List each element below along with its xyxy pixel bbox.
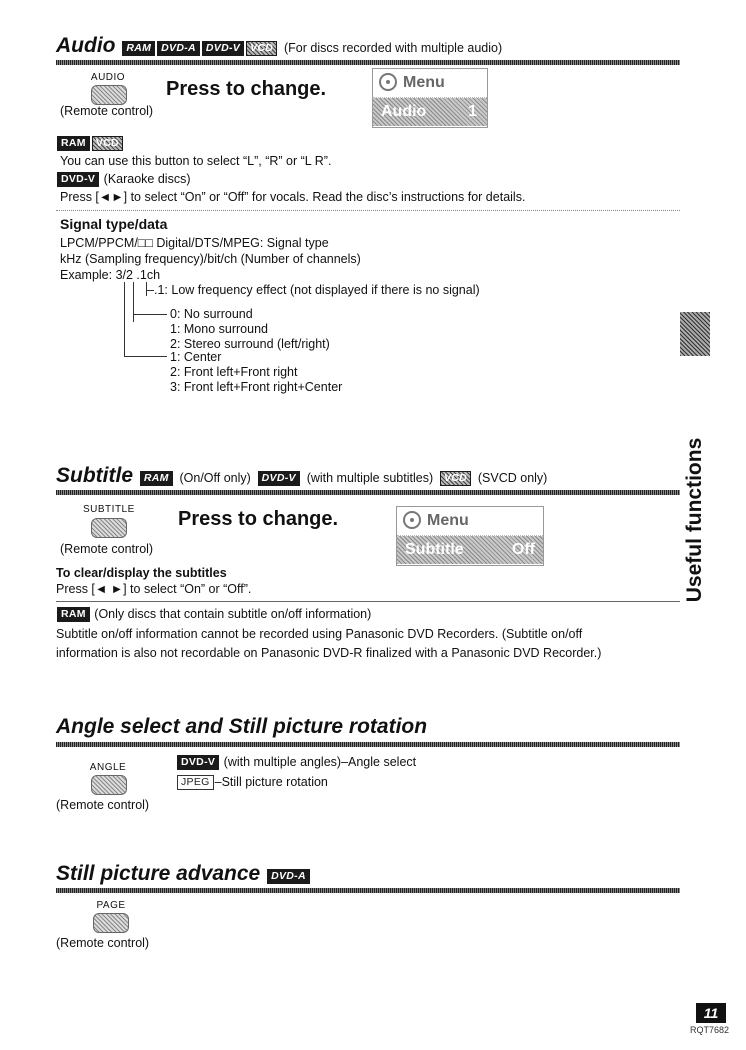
- audio-osd: [372, 68, 488, 128]
- signal-rear-2: 2: Stereo surround (left/right): [170, 337, 330, 351]
- still-section-title: [56, 862, 311, 886]
- audio-line-1: You can use this button to select “L”, “R” or “L R”.: [60, 154, 332, 168]
- document-code: RQT7682: [690, 1025, 730, 1035]
- angle-section-title: Angle select and Still picture rotation: [56, 715, 428, 738]
- audio-note: (For discs recorded with multiple audio): [283, 41, 503, 55]
- signal-line-1: LPCM/PPCM/□□ Digital/DTS/MPEG: Signal type: [60, 236, 329, 250]
- signal-front-2: 3: Front left+Front right+Center: [170, 380, 343, 394]
- side-tab-marker: [680, 312, 710, 356]
- front-hline: [124, 356, 167, 357]
- osd-audio-number: 1: [468, 103, 477, 120]
- dvdv-badge: DVD-V: [177, 755, 219, 770]
- audio-ram-vcd-badges: [56, 134, 124, 152]
- ram-badge: RAM: [57, 136, 90, 151]
- audio-remote-caption: (Remote control): [60, 104, 154, 118]
- signal-heading: Signal type/data: [60, 216, 168, 232]
- osd-audio-label: Audio: [381, 103, 427, 120]
- osd-audio-bar: [373, 98, 487, 126]
- still-title: Still picture advance: [56, 862, 261, 885]
- jpeg-badge: JPEG: [177, 775, 214, 790]
- angle-rule: [56, 742, 680, 747]
- dvdv-badge: DVD-V: [202, 41, 244, 56]
- audio-section-title: [56, 34, 502, 60]
- subtitle-note-1-text: (Only discs that contain subtitle on/off information): [94, 607, 372, 621]
- subtitle-section-title: [56, 464, 547, 490]
- dvda-badge: DVD-A: [267, 869, 310, 884]
- angle-button-label: ANGLE: [89, 762, 127, 773]
- subtitle-title: Subtitle: [56, 464, 133, 487]
- rear-hline: [133, 314, 167, 315]
- page-number: 11: [696, 1003, 726, 1023]
- audio-remote-button: [91, 85, 127, 105]
- side-section-label: Useful functions: [683, 437, 706, 603]
- ram-badge: RAM: [140, 471, 173, 486]
- lfe-hline: [146, 290, 154, 291]
- osd-subtitle-bar: [397, 536, 543, 564]
- subtitle-vcd-note: (SVCD only): [477, 471, 548, 485]
- lfe-line: [146, 282, 147, 296]
- audio-karaoke-line: [56, 172, 191, 187]
- subtitle-button-label: SUBTITLE: [83, 504, 135, 515]
- angle-line-1-text: (with multiple angles)–Angle select: [223, 755, 417, 769]
- dvda-badge: DVD-A: [157, 41, 200, 56]
- angle-line-2: [176, 775, 328, 790]
- subtitle-rule: [56, 490, 680, 495]
- disc-icon: [379, 73, 397, 91]
- subtitle-thin-rule: [56, 601, 680, 602]
- ram-badge: RAM: [122, 41, 155, 56]
- dvdv-badge: DVD-V: [258, 471, 300, 486]
- still-rule: [56, 888, 680, 893]
- subtitle-note-2: Subtitle on/off information cannot be recorded using Panasonic DVD Recorders. (Subtitle on/off: [56, 627, 583, 641]
- still-remote-caption: (Remote control): [56, 936, 150, 950]
- signal-front-1: 2: Front left+Front right: [170, 365, 298, 379]
- osd-menu-label: Menu: [427, 512, 469, 529]
- disc-icon: [403, 511, 421, 529]
- angle-remote-caption: (Remote control): [56, 798, 150, 812]
- angle-line-1: [176, 755, 416, 770]
- vcd-badge: VCD: [246, 41, 277, 56]
- subtitle-note-3: information is also not recordable on Panasonic DVD-R finalized with a Panasonic DVD Recorder.): [56, 646, 602, 660]
- ram-badge: RAM: [57, 607, 90, 622]
- subtitle-dvdv-note: (with multiple subtitles): [306, 471, 434, 485]
- page-remote-button: [93, 913, 129, 933]
- audio-line-2: Press [◄►] to select “On” or “Off” for vocals. Read the disc’s instructions for details.: [60, 190, 526, 204]
- subtitle-note-1: [56, 607, 371, 622]
- signal-example: Example: 3/2 .1ch: [60, 268, 161, 282]
- audio-press-to-change: Press to change.: [166, 78, 327, 100]
- vcd-badge: VCD: [440, 471, 471, 486]
- page-button-label: PAGE: [96, 900, 126, 911]
- signal-line-2: kHz (Sampling frequency)/bit/ch (Number of channels): [60, 252, 361, 266]
- subtitle-clear-heading: To clear/display the subtitles: [56, 566, 227, 580]
- angle-line-2-text: –Still picture rotation: [214, 775, 328, 789]
- signal-rear-0: 0: No surround: [170, 307, 253, 321]
- subtitle-ram-note: (On/Off only): [179, 471, 251, 485]
- subtitle-remote-button: [91, 518, 127, 538]
- audio-rule: [56, 60, 680, 65]
- osd-menu-label: Menu: [403, 74, 445, 91]
- karaoke-text: (Karaoke discs): [103, 172, 191, 186]
- subtitle-press-to-change: Press to change.: [178, 508, 339, 530]
- dvdv-badge: DVD-V: [57, 172, 99, 187]
- subtitle-osd: [396, 506, 544, 566]
- rear-line: [133, 282, 134, 322]
- audio-dotted-rule: [56, 210, 680, 211]
- audio-button-label: AUDIO: [90, 72, 126, 83]
- signal-rear-1: 1: Mono surround: [170, 322, 268, 336]
- signal-front-0: 1: Center: [170, 350, 222, 364]
- subtitle-remote-caption: (Remote control): [60, 542, 154, 556]
- audio-title: Audio: [56, 34, 116, 57]
- osd-subtitle-label: Subtitle: [405, 541, 464, 558]
- signal-lfe: .1: Low frequency effect (not displayed if there is no signal): [154, 283, 480, 297]
- vcd-badge: VCD: [92, 136, 123, 151]
- subtitle-clear-line: Press [◄ ►] to select “On” or “Off”.: [56, 582, 252, 596]
- front-line: [124, 282, 125, 357]
- osd-subtitle-state: Off: [511, 541, 535, 558]
- angle-remote-button: [91, 775, 127, 795]
